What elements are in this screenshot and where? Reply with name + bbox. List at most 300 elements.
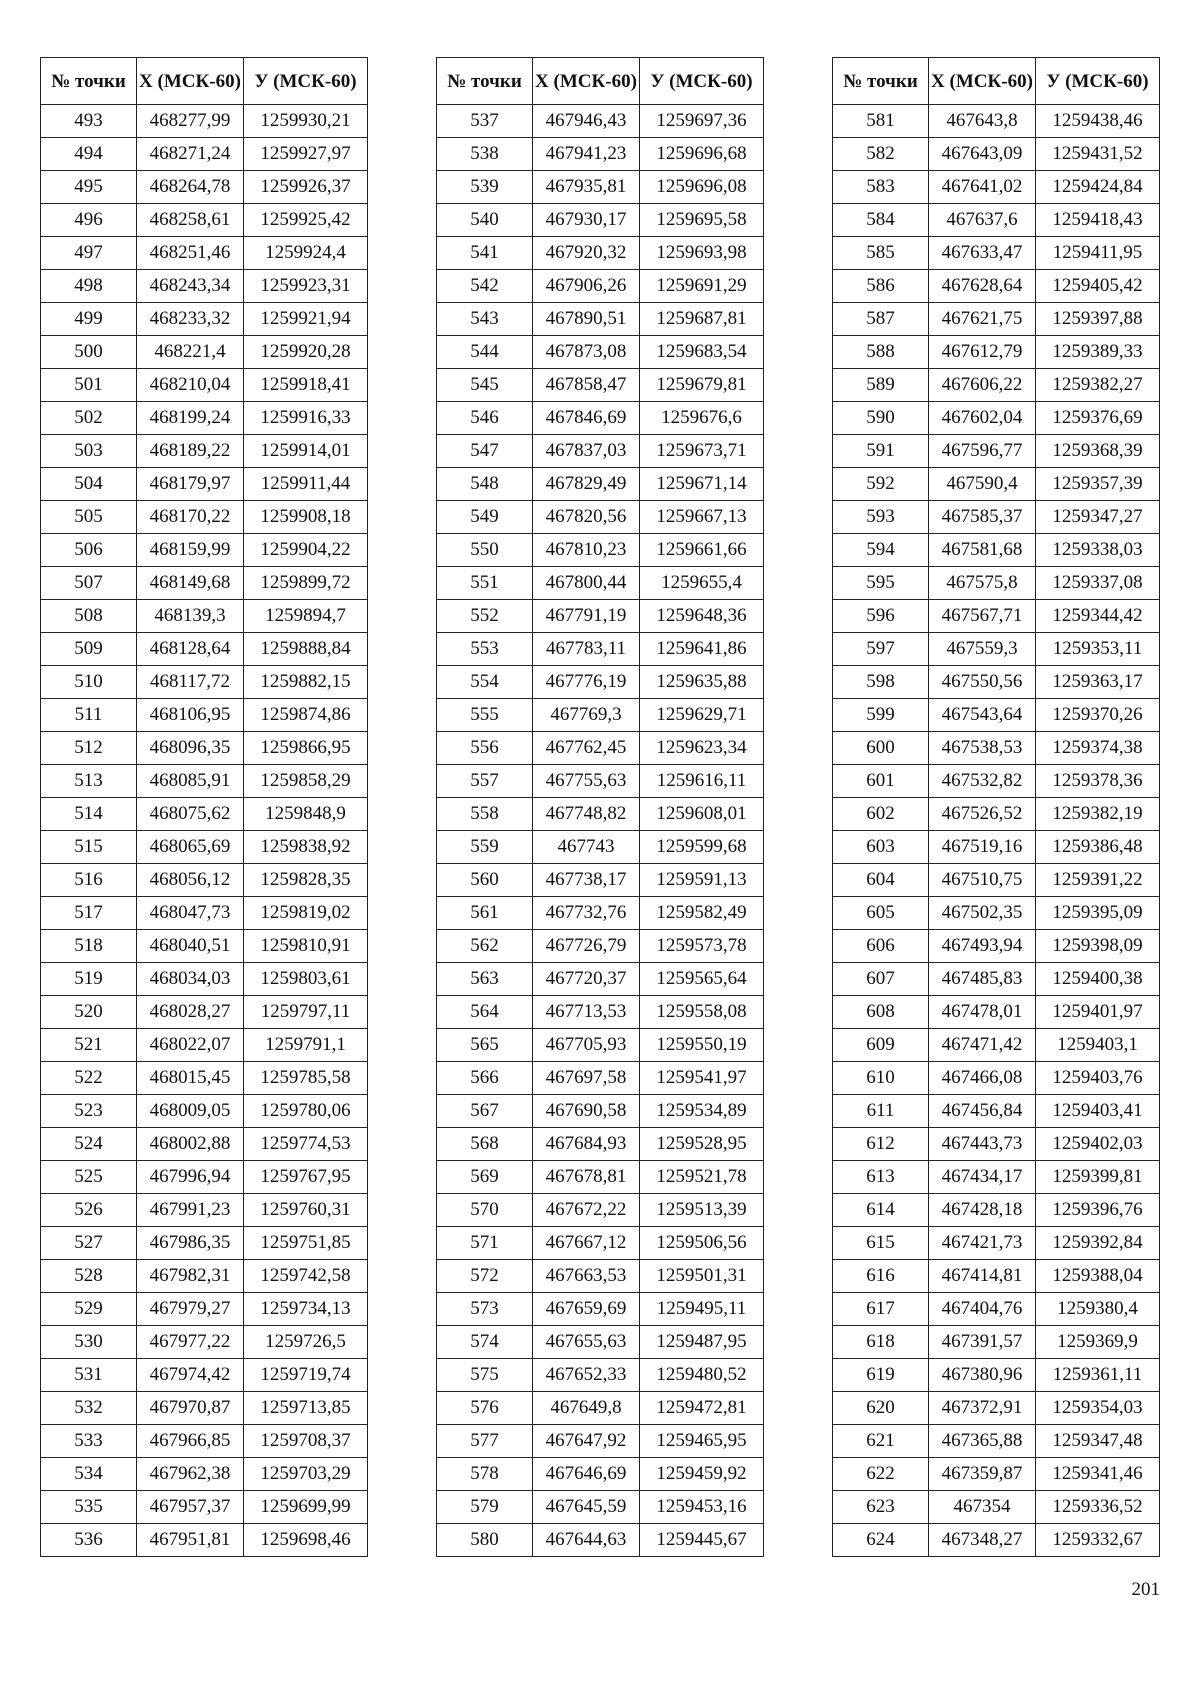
cell-x: 468040,51 <box>137 930 244 963</box>
cell-x: 467982,31 <box>137 1260 244 1293</box>
cell-y: 1259495,11 <box>640 1293 764 1326</box>
table-row <box>41 996 368 1029</box>
cell-y: 1259347,27 <box>1036 501 1160 534</box>
cell-x: 467743 <box>533 831 640 864</box>
cell-y: 1259923,31 <box>244 270 368 303</box>
cell-x: 467596,77 <box>929 435 1036 468</box>
cell-x: 468258,61 <box>137 204 244 237</box>
cell-point-number: 546 <box>437 402 533 435</box>
table-row <box>833 633 1160 666</box>
cell-point-number: 549 <box>437 501 533 534</box>
table-row <box>437 402 764 435</box>
cell-point-number: 547 <box>437 435 533 468</box>
cell-x: 467941,23 <box>533 138 640 171</box>
cell-y: 1259888,84 <box>244 633 368 666</box>
coordinates-table-2 <box>436 57 764 1557</box>
cell-point-number: 617 <box>833 1293 929 1326</box>
cell-point-number: 592 <box>833 468 929 501</box>
table-row <box>41 237 368 270</box>
table-row <box>41 1524 368 1557</box>
cell-y: 1259661,66 <box>640 534 764 567</box>
cell-y: 1259698,46 <box>244 1524 368 1557</box>
cell-point-number: 572 <box>437 1260 533 1293</box>
cell-y: 1259671,14 <box>640 468 764 501</box>
table-row <box>833 1260 1160 1293</box>
table-row <box>437 171 764 204</box>
table-row <box>833 303 1160 336</box>
cell-point-number: 619 <box>833 1359 929 1392</box>
cell-point-number: 563 <box>437 963 533 996</box>
table-row <box>437 1260 764 1293</box>
cell-y: 1259734,13 <box>244 1293 368 1326</box>
cell-point-number: 577 <box>437 1425 533 1458</box>
cell-point-number: 614 <box>833 1194 929 1227</box>
table-row <box>41 1095 368 1128</box>
cell-y: 1259930,21 <box>244 105 368 138</box>
cell-x: 467970,87 <box>137 1392 244 1425</box>
cell-point-number: 600 <box>833 732 929 765</box>
cell-y: 1259370,26 <box>1036 699 1160 732</box>
table-row <box>41 798 368 831</box>
cell-x: 467543,64 <box>929 699 1036 732</box>
cell-y: 1259399,81 <box>1036 1161 1160 1194</box>
header-x: X (МСК-60) <box>929 58 1036 105</box>
cell-x: 467755,63 <box>533 765 640 798</box>
cell-point-number: 557 <box>437 765 533 798</box>
table-row <box>833 402 1160 435</box>
cell-x: 467705,93 <box>533 1029 640 1062</box>
cell-y: 1259918,41 <box>244 369 368 402</box>
cell-y: 1259336,52 <box>1036 1491 1160 1524</box>
table-row <box>437 501 764 534</box>
cell-x: 467485,83 <box>929 963 1036 996</box>
cell-point-number: 564 <box>437 996 533 1029</box>
table-row <box>833 996 1160 1029</box>
cell-y: 1259347,48 <box>1036 1425 1160 1458</box>
cell-y: 1259424,84 <box>1036 171 1160 204</box>
cell-x: 467602,04 <box>929 402 1036 435</box>
cell-point-number: 551 <box>437 567 533 600</box>
table-row <box>41 402 368 435</box>
cell-point-number: 579 <box>437 1491 533 1524</box>
cell-y: 1259405,42 <box>1036 270 1160 303</box>
cell-y: 1259697,36 <box>640 105 764 138</box>
cell-y: 1259396,76 <box>1036 1194 1160 1227</box>
cell-x: 467434,17 <box>929 1161 1036 1194</box>
table-row <box>437 1227 764 1260</box>
cell-y: 1259582,49 <box>640 897 764 930</box>
cell-x: 467348,27 <box>929 1524 1036 1557</box>
cell-x: 467428,18 <box>929 1194 1036 1227</box>
cell-x: 468075,62 <box>137 798 244 831</box>
table-row <box>437 1194 764 1227</box>
cell-x: 467559,3 <box>929 633 1036 666</box>
table-row <box>833 1524 1160 1557</box>
cell-point-number: 524 <box>41 1128 137 1161</box>
table-row <box>833 1029 1160 1062</box>
table-row <box>41 1359 368 1392</box>
cell-point-number: 610 <box>833 1062 929 1095</box>
table-row <box>437 963 764 996</box>
table-row <box>833 963 1160 996</box>
cell-point-number: 604 <box>833 864 929 897</box>
cell-point-number: 519 <box>41 963 137 996</box>
table-row <box>833 336 1160 369</box>
cell-x: 467720,37 <box>533 963 640 996</box>
table-row <box>833 1359 1160 1392</box>
cell-x: 467991,23 <box>137 1194 244 1227</box>
cell-point-number: 565 <box>437 1029 533 1062</box>
cell-y: 1259521,78 <box>640 1161 764 1194</box>
cell-x: 467628,64 <box>929 270 1036 303</box>
cell-x: 468179,97 <box>137 468 244 501</box>
cell-y: 1259341,46 <box>1036 1458 1160 1491</box>
cell-point-number: 591 <box>833 435 929 468</box>
cell-point-number: 582 <box>833 138 929 171</box>
cell-y: 1259742,58 <box>244 1260 368 1293</box>
cell-x: 467920,32 <box>533 237 640 270</box>
cell-point-number: 573 <box>437 1293 533 1326</box>
cell-x: 467612,79 <box>929 336 1036 369</box>
table-row <box>41 1161 368 1194</box>
cell-point-number: 505 <box>41 501 137 534</box>
cell-y: 1259403,41 <box>1036 1095 1160 1128</box>
cell-x: 467585,37 <box>929 501 1036 534</box>
cell-x: 467890,51 <box>533 303 640 336</box>
cell-point-number: 585 <box>833 237 929 270</box>
cell-x: 467414,81 <box>929 1260 1036 1293</box>
cell-y: 1259921,94 <box>244 303 368 336</box>
cell-y: 1259395,09 <box>1036 897 1160 930</box>
table-row <box>41 633 368 666</box>
cell-x: 467633,47 <box>929 237 1036 270</box>
coordinates-table-1 <box>40 57 368 1557</box>
table-row <box>833 1062 1160 1095</box>
cell-x: 467829,49 <box>533 468 640 501</box>
table-row <box>437 732 764 765</box>
cell-y: 1259882,15 <box>244 666 368 699</box>
cell-y: 1259401,97 <box>1036 996 1160 1029</box>
cell-point-number: 569 <box>437 1161 533 1194</box>
table-row <box>437 336 764 369</box>
cell-point-number: 541 <box>437 237 533 270</box>
cell-x: 468243,34 <box>137 270 244 303</box>
cell-y: 1259774,53 <box>244 1128 368 1161</box>
cell-point-number: 508 <box>41 600 137 633</box>
cell-y: 1259391,22 <box>1036 864 1160 897</box>
cell-y: 1259386,48 <box>1036 831 1160 864</box>
cell-y: 1259403,76 <box>1036 1062 1160 1095</box>
table-row <box>833 765 1160 798</box>
cell-point-number: 599 <box>833 699 929 732</box>
table-row <box>41 501 368 534</box>
cell-y: 1259338,03 <box>1036 534 1160 567</box>
page-number: 201 <box>1131 1579 1160 1600</box>
table-row <box>833 369 1160 402</box>
cell-x: 468009,05 <box>137 1095 244 1128</box>
cell-x: 467606,22 <box>929 369 1036 402</box>
table-row <box>833 468 1160 501</box>
cell-y: 1259573,78 <box>640 930 764 963</box>
cell-x: 468277,99 <box>137 105 244 138</box>
cell-x: 467471,42 <box>929 1029 1036 1062</box>
cell-point-number: 566 <box>437 1062 533 1095</box>
cell-y: 1259780,06 <box>244 1095 368 1128</box>
cell-x: 467641,02 <box>929 171 1036 204</box>
header-y: У (МСК-60) <box>640 58 764 105</box>
cell-x: 468065,69 <box>137 831 244 864</box>
cell-point-number: 587 <box>833 303 929 336</box>
cell-point-number: 537 <box>437 105 533 138</box>
table-row <box>833 534 1160 567</box>
cell-x: 467738,17 <box>533 864 640 897</box>
table-body <box>437 105 764 1557</box>
cell-y: 1259357,39 <box>1036 468 1160 501</box>
cell-point-number: 533 <box>41 1425 137 1458</box>
table-row <box>437 105 764 138</box>
cell-y: 1259402,03 <box>1036 1128 1160 1161</box>
cell-y: 1259838,92 <box>244 831 368 864</box>
cell-y: 1259708,37 <box>244 1425 368 1458</box>
cell-y: 1259760,31 <box>244 1194 368 1227</box>
cell-x: 467643,8 <box>929 105 1036 138</box>
header-x: X (МСК-60) <box>137 58 244 105</box>
cell-x: 467510,75 <box>929 864 1036 897</box>
coordinates-table-3 <box>832 57 1160 1557</box>
table-row <box>833 1491 1160 1524</box>
cell-y: 1259550,19 <box>640 1029 764 1062</box>
cell-x: 468170,22 <box>137 501 244 534</box>
table-row <box>41 1194 368 1227</box>
table-row <box>833 1128 1160 1161</box>
cell-x: 467667,12 <box>533 1227 640 1260</box>
cell-y: 1259332,67 <box>1036 1524 1160 1557</box>
table-row <box>437 303 764 336</box>
cell-x: 468117,72 <box>137 666 244 699</box>
cell-x: 467421,73 <box>929 1227 1036 1260</box>
cell-x: 467697,58 <box>533 1062 640 1095</box>
table-row <box>833 798 1160 831</box>
table-row <box>41 1293 368 1326</box>
cell-y: 1259904,22 <box>244 534 368 567</box>
cell-point-number: 559 <box>437 831 533 864</box>
table-row <box>437 1326 764 1359</box>
cell-y: 1259899,72 <box>244 567 368 600</box>
table-row <box>833 435 1160 468</box>
table-row <box>833 897 1160 930</box>
cell-x: 467519,16 <box>929 831 1036 864</box>
cell-y: 1259378,36 <box>1036 765 1160 798</box>
cell-point-number: 531 <box>41 1359 137 1392</box>
table-row <box>41 600 368 633</box>
cell-point-number: 535 <box>41 1491 137 1524</box>
cell-point-number: 598 <box>833 666 929 699</box>
cell-y: 1259683,54 <box>640 336 764 369</box>
cell-y: 1259914,01 <box>244 435 368 468</box>
cell-x: 468251,46 <box>137 237 244 270</box>
table-row <box>437 1458 764 1491</box>
table-row <box>41 831 368 864</box>
cell-x: 467762,45 <box>533 732 640 765</box>
cell-point-number: 574 <box>437 1326 533 1359</box>
cell-point-number: 520 <box>41 996 137 1029</box>
cell-point-number: 616 <box>833 1260 929 1293</box>
cell-point-number: 528 <box>41 1260 137 1293</box>
cell-point-number: 525 <box>41 1161 137 1194</box>
cell-y: 1259791,1 <box>244 1029 368 1062</box>
cell-y: 1259353,11 <box>1036 633 1160 666</box>
table-row <box>41 435 368 468</box>
cell-y: 1259679,81 <box>640 369 764 402</box>
cell-point-number: 545 <box>437 369 533 402</box>
cell-point-number: 510 <box>41 666 137 699</box>
cell-point-number: 540 <box>437 204 533 237</box>
cell-point-number: 503 <box>41 435 137 468</box>
cell-y: 1259376,69 <box>1036 402 1160 435</box>
cell-y: 1259687,81 <box>640 303 764 336</box>
cell-point-number: 548 <box>437 468 533 501</box>
table-row <box>437 204 764 237</box>
table-row <box>437 138 764 171</box>
cell-y: 1259703,29 <box>244 1458 368 1491</box>
cell-y: 1259501,31 <box>640 1260 764 1293</box>
table-row <box>437 831 764 864</box>
cell-y: 1259676,6 <box>640 402 764 435</box>
cell-y: 1259648,36 <box>640 600 764 633</box>
cell-x: 467726,79 <box>533 930 640 963</box>
cell-y: 1259363,17 <box>1036 666 1160 699</box>
header-point-number: № точки <box>833 58 929 105</box>
cell-x: 467820,56 <box>533 501 640 534</box>
cell-x: 468015,45 <box>137 1062 244 1095</box>
table-row <box>833 1425 1160 1458</box>
cell-y: 1259368,39 <box>1036 435 1160 468</box>
cell-x: 467354 <box>929 1491 1036 1524</box>
cell-point-number: 602 <box>833 798 929 831</box>
cell-x: 467538,53 <box>929 732 1036 765</box>
table-row <box>41 204 368 237</box>
cell-y: 1259506,56 <box>640 1227 764 1260</box>
cell-y: 1259487,95 <box>640 1326 764 1359</box>
cell-y: 1259785,58 <box>244 1062 368 1095</box>
header-y: У (МСК-60) <box>1036 58 1160 105</box>
cell-x: 467846,69 <box>533 402 640 435</box>
table-row <box>41 732 368 765</box>
table-row <box>437 1359 764 1392</box>
cell-x: 467800,44 <box>533 567 640 600</box>
cell-x: 467456,84 <box>929 1095 1036 1128</box>
cell-point-number: 509 <box>41 633 137 666</box>
cell-x: 468034,03 <box>137 963 244 996</box>
table-row <box>833 1392 1160 1425</box>
table-row <box>41 1260 368 1293</box>
cell-y: 1259925,42 <box>244 204 368 237</box>
cell-y: 1259696,08 <box>640 171 764 204</box>
cell-y: 1259911,44 <box>244 468 368 501</box>
cell-x: 468106,95 <box>137 699 244 732</box>
cell-point-number: 534 <box>41 1458 137 1491</box>
table-row <box>437 369 764 402</box>
cell-x: 468096,35 <box>137 732 244 765</box>
cell-y: 1259667,13 <box>640 501 764 534</box>
cell-point-number: 615 <box>833 1227 929 1260</box>
cell-point-number: 588 <box>833 336 929 369</box>
cell-y: 1259382,27 <box>1036 369 1160 402</box>
table-row <box>437 699 764 732</box>
cell-x: 467974,42 <box>137 1359 244 1392</box>
cell-y: 1259361,11 <box>1036 1359 1160 1392</box>
cell-point-number: 554 <box>437 666 533 699</box>
table-row <box>437 633 764 666</box>
cell-x: 467906,26 <box>533 270 640 303</box>
cell-point-number: 624 <box>833 1524 929 1557</box>
table-row <box>41 666 368 699</box>
cell-x: 467977,22 <box>137 1326 244 1359</box>
table-row <box>833 501 1160 534</box>
cell-x: 467466,08 <box>929 1062 1036 1095</box>
cell-x: 467783,11 <box>533 633 640 666</box>
cell-x: 467649,8 <box>533 1392 640 1425</box>
cell-x: 467769,3 <box>533 699 640 732</box>
cell-point-number: 603 <box>833 831 929 864</box>
table-row <box>833 600 1160 633</box>
table-row <box>41 468 368 501</box>
cell-y: 1259591,13 <box>640 864 764 897</box>
cell-point-number: 556 <box>437 732 533 765</box>
cell-point-number: 555 <box>437 699 533 732</box>
table-row <box>437 1062 764 1095</box>
table-row <box>41 1227 368 1260</box>
cell-x: 468047,73 <box>137 897 244 930</box>
cell-x: 468022,07 <box>137 1029 244 1062</box>
cell-y: 1259908,18 <box>244 501 368 534</box>
cell-x: 467502,35 <box>929 897 1036 930</box>
table-row <box>833 138 1160 171</box>
cell-x: 467590,4 <box>929 468 1036 501</box>
cell-point-number: 521 <box>41 1029 137 1062</box>
cell-x: 468159,99 <box>137 534 244 567</box>
cell-y: 1259418,43 <box>1036 204 1160 237</box>
cell-point-number: 558 <box>437 798 533 831</box>
cell-point-number: 506 <box>41 534 137 567</box>
header-row <box>41 58 368 105</box>
cell-x: 467996,94 <box>137 1161 244 1194</box>
cell-point-number: 584 <box>833 204 929 237</box>
table-row <box>833 1095 1160 1128</box>
cell-point-number: 596 <box>833 600 929 633</box>
cell-point-number: 608 <box>833 996 929 1029</box>
cell-point-number: 571 <box>437 1227 533 1260</box>
cell-point-number: 544 <box>437 336 533 369</box>
table-row <box>437 435 764 468</box>
cell-y: 1259599,68 <box>640 831 764 864</box>
cell-y: 1259920,28 <box>244 336 368 369</box>
cell-y: 1259926,37 <box>244 171 368 204</box>
table-row <box>833 831 1160 864</box>
cell-x: 467550,56 <box>929 666 1036 699</box>
table-row <box>437 930 764 963</box>
table-row <box>833 105 1160 138</box>
cell-y: 1259819,02 <box>244 897 368 930</box>
cell-x: 467652,33 <box>533 1359 640 1392</box>
cell-point-number: 515 <box>41 831 137 864</box>
cell-point-number: 494 <box>41 138 137 171</box>
cell-y: 1259866,95 <box>244 732 368 765</box>
cell-x: 467672,22 <box>533 1194 640 1227</box>
cell-y: 1259699,99 <box>244 1491 368 1524</box>
cell-point-number: 542 <box>437 270 533 303</box>
cell-point-number: 523 <box>41 1095 137 1128</box>
